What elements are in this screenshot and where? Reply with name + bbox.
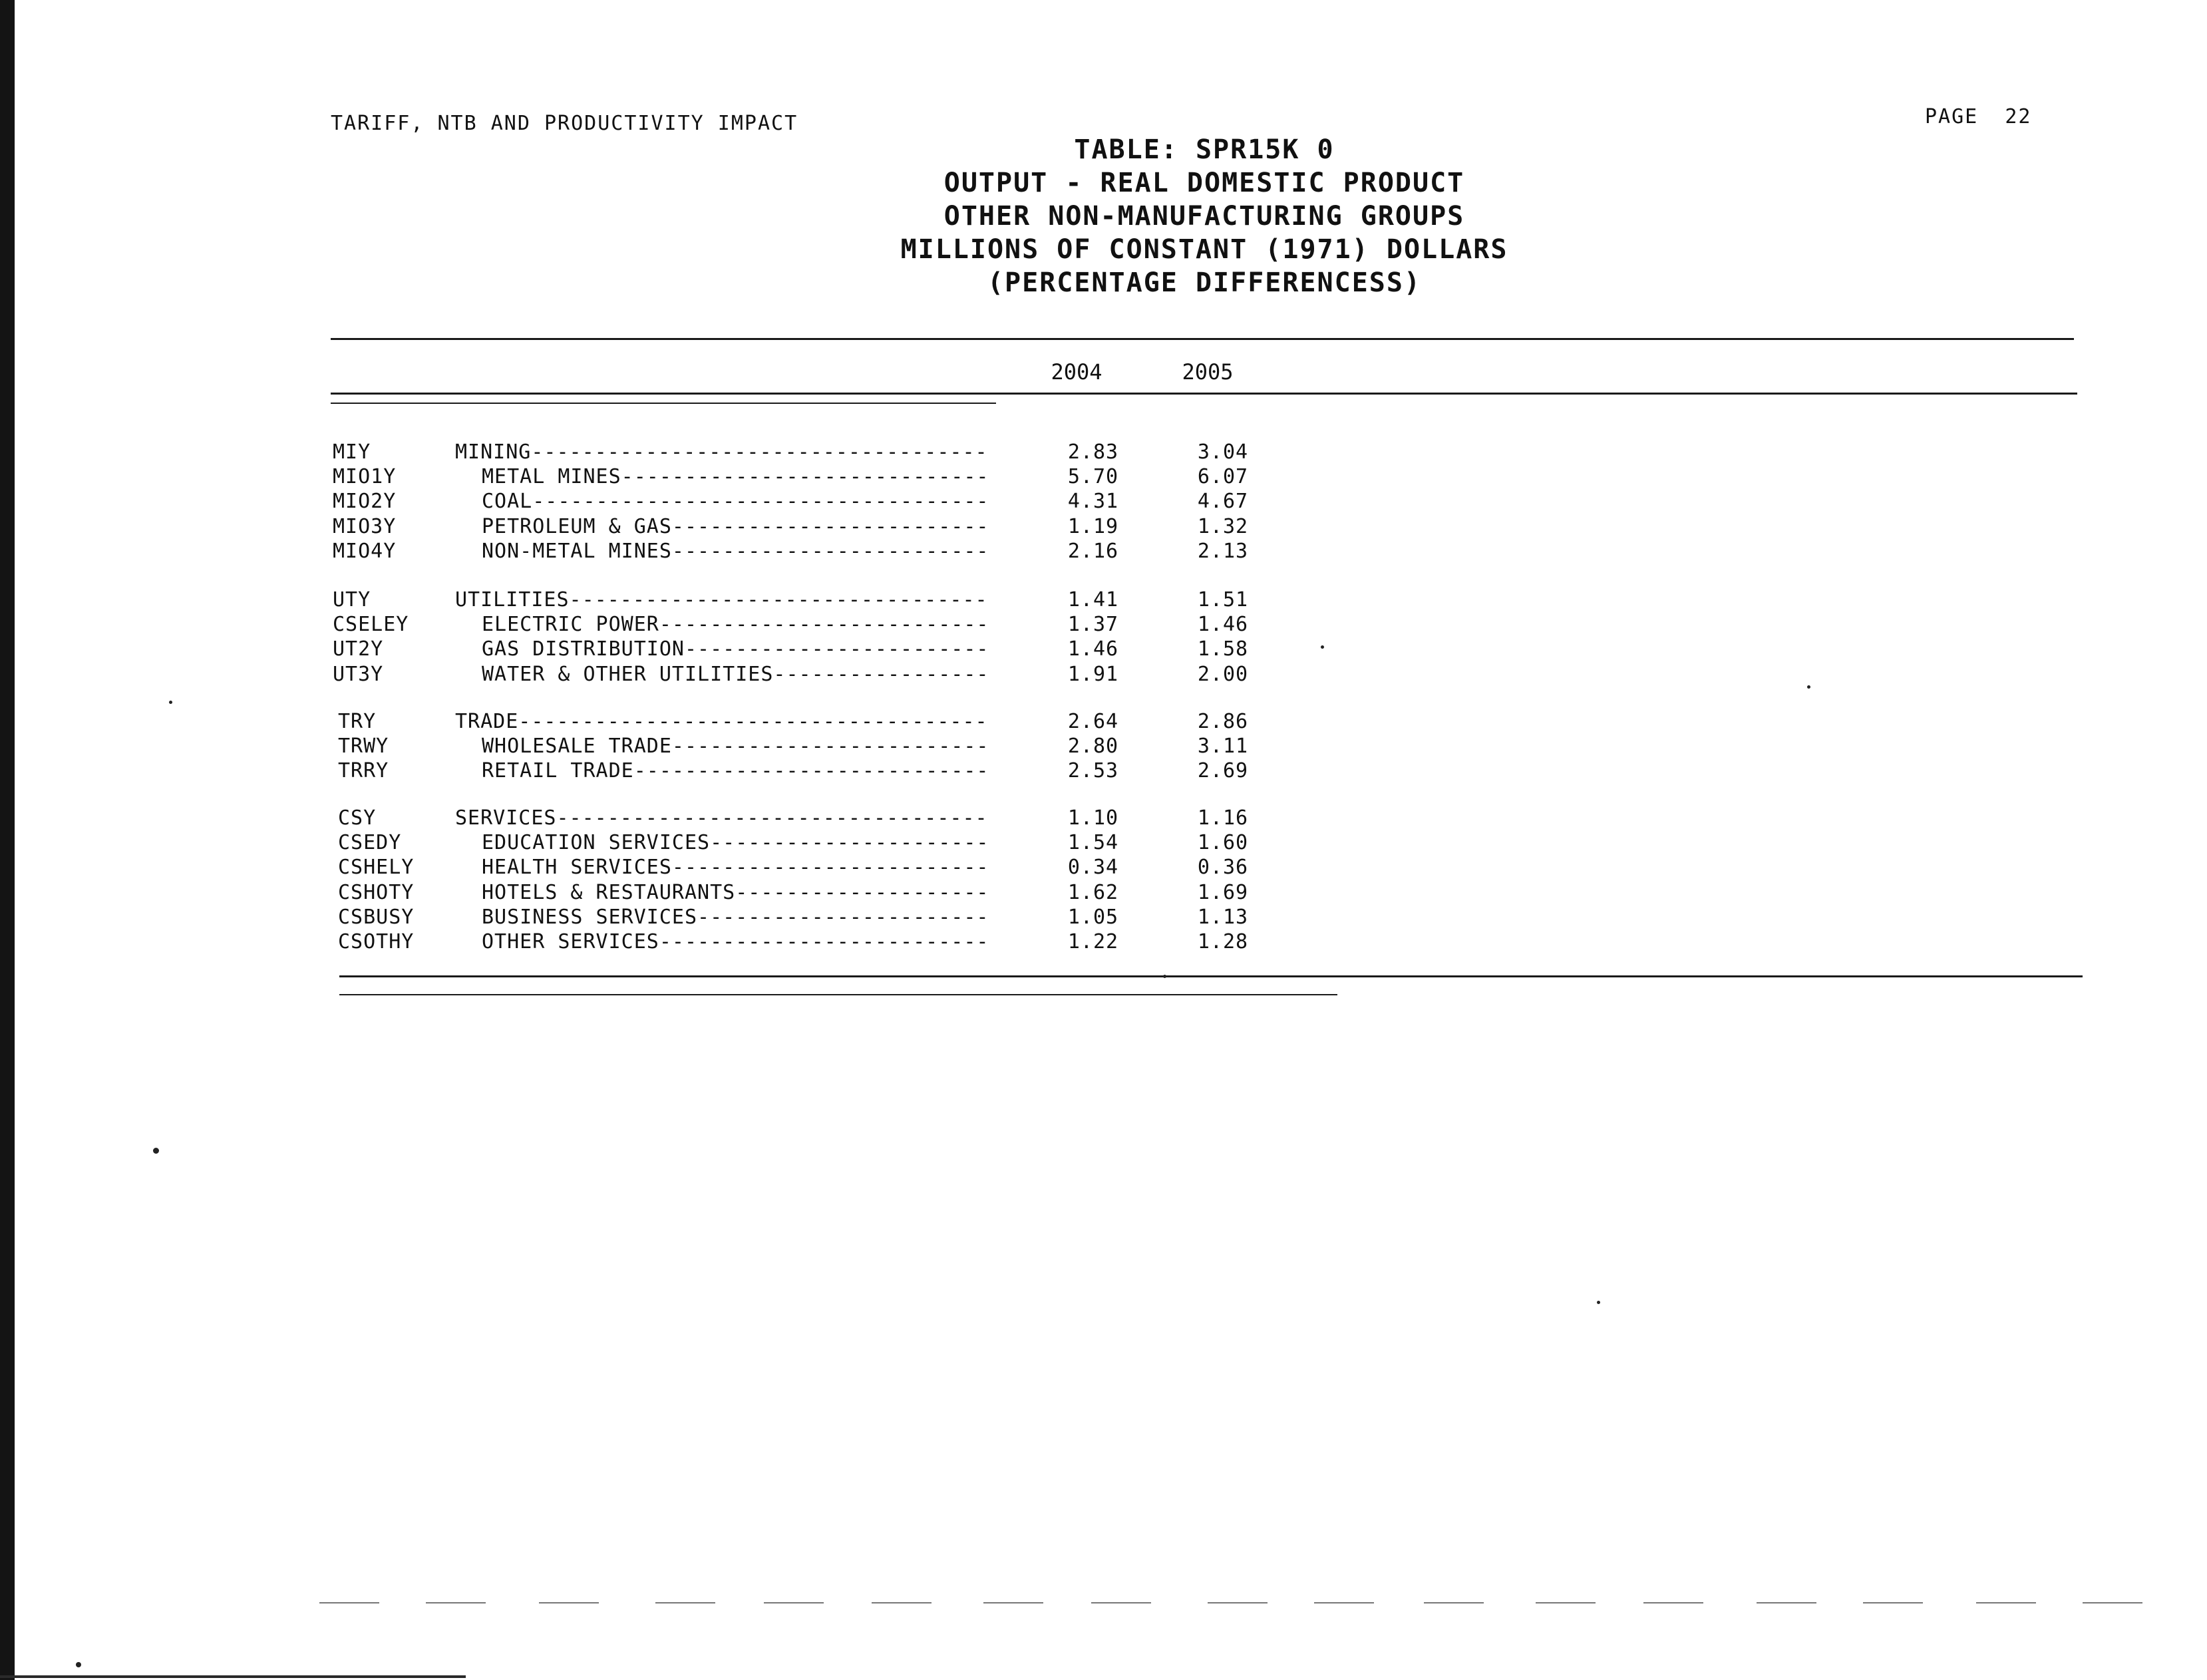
row-code: CSHOTY [338, 881, 415, 904]
row-code: MIO3Y [333, 515, 397, 538]
value-2004: 2.80 [1067, 735, 1119, 758]
value-2004: 1.22 [1067, 930, 1119, 953]
value-2004: 2.16 [1067, 540, 1119, 563]
row-label: OTHER SERVICES-------------------------- [482, 930, 989, 953]
table-row [0, 637, 1264, 662]
value-2005: 6.07 [1197, 465, 1249, 488]
scan-footer-mark [1536, 1602, 1596, 1603]
row-label: TRADE------------------------------------- [455, 710, 988, 733]
value-2005: 2.00 [1197, 663, 1249, 686]
value-2004: 1.10 [1067, 806, 1119, 830]
scan-footer-mark [1091, 1602, 1151, 1603]
value-2004: 0.34 [1067, 856, 1119, 879]
table-row [0, 906, 1264, 930]
scan-footer-mark [764, 1602, 824, 1603]
value-2004: 1.05 [1067, 906, 1119, 929]
scan-footer-mark [872, 1602, 932, 1603]
value-2005: 1.69 [1197, 881, 1249, 904]
scan-footer-mark [1976, 1602, 2036, 1603]
page-label: PAGE [1925, 105, 1979, 128]
table-header-rule-lower [331, 403, 996, 404]
table-row [0, 540, 1264, 564]
value-2005: 3.04 [1197, 440, 1249, 464]
table-row [0, 613, 1264, 637]
table-row [0, 490, 1264, 514]
value-2005: 2.86 [1197, 710, 1249, 733]
value-2004: 1.46 [1067, 637, 1119, 661]
scan-speck [169, 701, 172, 704]
scan-speck [153, 1148, 159, 1154]
row-label: UTILITIES--------------------------------- [455, 588, 988, 611]
value-2005: 1.60 [1197, 831, 1249, 854]
row-code: MIY [333, 440, 371, 464]
value-2005: 0.36 [1197, 856, 1249, 879]
row-label: BUSINESS SERVICES----------------------- [482, 906, 989, 929]
value-2005: 2.69 [1197, 759, 1249, 782]
row-code: UT2Y [333, 637, 384, 661]
title-line-2: OUTPUT - REAL DOMESTIC PRODUCT [943, 168, 1465, 198]
scan-footer-mark [2083, 1602, 2142, 1603]
title-line-3: OTHER NON-MANUFACTURING GROUPS [943, 201, 1465, 232]
table-row [0, 831, 1264, 856]
scan-footer-mark [1863, 1602, 1923, 1603]
row-label: COAL------------------------------------ [482, 490, 989, 513]
column-header-2005: 2005 [1182, 359, 1234, 385]
value-2004: 2.53 [1067, 759, 1119, 782]
table-row [0, 881, 1264, 906]
row-code: CSELEY [333, 613, 409, 636]
row-label: ELECTRIC POWER-------------------------- [482, 613, 989, 636]
table-row [0, 735, 1264, 759]
scan-footer-mark [426, 1602, 486, 1603]
row-label: METAL MINES----------------------------- [482, 465, 989, 488]
row-label: WATER & OTHER UTILITIES----------------- [482, 663, 989, 686]
row-code: UT3Y [333, 663, 384, 686]
value-2004: 2.83 [1067, 440, 1119, 464]
row-code: CSEDY [338, 831, 402, 854]
table-row [0, 806, 1264, 831]
table-top-rule [331, 338, 2074, 340]
value-2005: 2.13 [1197, 540, 1249, 563]
row-code: CSBUSY [338, 906, 415, 929]
scan-footer-mark [319, 1602, 379, 1603]
row-code: CSY [338, 806, 377, 830]
page-number-value: 22 [2005, 105, 2032, 128]
value-2005: 4.67 [1197, 490, 1249, 513]
table-row [0, 856, 1264, 880]
row-label: GAS DISTRIBUTION------------------------ [482, 637, 989, 661]
scan-footer-mark [1424, 1602, 1484, 1603]
scan-speck [1163, 975, 1166, 978]
row-label: RETAIL TRADE---------------------------- [482, 759, 989, 782]
table-row [0, 710, 1264, 735]
report-header: TARIFF, NTB AND PRODUCTIVITY IMPACT [331, 112, 798, 135]
row-label: PETROLEUM & GAS------------------------- [482, 515, 989, 538]
scan-footer-mark [1208, 1602, 1268, 1603]
table-row [0, 663, 1264, 687]
row-label: HOTELS & RESTAURANTS-------------------- [482, 881, 989, 904]
value-2004: 1.19 [1067, 515, 1119, 538]
value-2004: 1.41 [1067, 588, 1119, 611]
table-row [0, 515, 1264, 540]
title-line-1: TABLE: SPR15K 0 [1074, 134, 1335, 165]
row-label: SERVICES---------------------------------- [455, 806, 988, 830]
row-label: NON-METAL MINES------------------------- [482, 540, 989, 563]
row-code: CSOTHY [338, 930, 415, 953]
scan-footer-mark [1643, 1602, 1703, 1603]
scan-footer-mark [983, 1602, 1043, 1603]
value-2004: 1.91 [1067, 663, 1119, 686]
table-row [0, 588, 1264, 613]
row-code: CSHELY [338, 856, 415, 879]
value-2004: 5.70 [1067, 465, 1119, 488]
value-2005: 1.32 [1197, 515, 1249, 538]
scan-speck [76, 1662, 81, 1667]
row-code: MIO2Y [333, 490, 397, 513]
title-line-4: MILLIONS OF CONSTANT (1971) DOLLARS [900, 234, 1508, 265]
row-label: WHOLESALE TRADE------------------------- [482, 735, 989, 758]
scan-footer-mark [655, 1602, 715, 1603]
title-line-5: (PERCENTAGE DIFFERENCESS) [987, 267, 1422, 298]
scan-bottom-border [0, 1675, 466, 1678]
value-2005: 1.58 [1197, 637, 1249, 661]
row-label: MINING------------------------------------ [455, 440, 988, 464]
row-code: MIO1Y [333, 465, 397, 488]
value-2005: 1.16 [1197, 806, 1249, 830]
row-code: UTY [333, 588, 371, 611]
scan-footer-mark [1314, 1602, 1374, 1603]
value-2004: 2.64 [1067, 710, 1119, 733]
table-header-rule [331, 393, 2077, 395]
scan-footer-mark [1757, 1602, 1816, 1603]
scan-footer-mark [539, 1602, 599, 1603]
page-number [1925, 105, 2032, 128]
table-bottom-rule-lower [339, 994, 1337, 995]
value-2005: 1.51 [1197, 588, 1249, 611]
scan-speck [1807, 685, 1810, 689]
value-2005: 3.11 [1197, 735, 1249, 758]
table-title [765, 133, 1643, 299]
value-2004: 1.37 [1067, 613, 1119, 636]
table-row [0, 440, 1264, 465]
value-2005: 1.13 [1197, 906, 1249, 929]
column-header-2004: 2004 [1051, 359, 1103, 385]
table-row [0, 759, 1264, 784]
scan-speck [1597, 1301, 1600, 1304]
value-2004: 4.31 [1067, 490, 1119, 513]
row-code: TRY [338, 710, 377, 733]
row-code: MIO4Y [333, 540, 397, 563]
value-2004: 1.54 [1067, 831, 1119, 854]
value-2004: 1.62 [1067, 881, 1119, 904]
table-row [0, 930, 1264, 955]
table-row [0, 465, 1264, 490]
row-code: TRRY [338, 759, 389, 782]
row-label: EDUCATION SERVICES---------------------- [482, 831, 989, 854]
value-2005: 1.46 [1197, 613, 1249, 636]
row-code: TRWY [338, 735, 389, 758]
table-bottom-rule [339, 975, 2083, 977]
scan-speck [1321, 645, 1324, 649]
value-2005: 1.28 [1197, 930, 1249, 953]
row-label: HEALTH SERVICES------------------------- [482, 856, 989, 879]
